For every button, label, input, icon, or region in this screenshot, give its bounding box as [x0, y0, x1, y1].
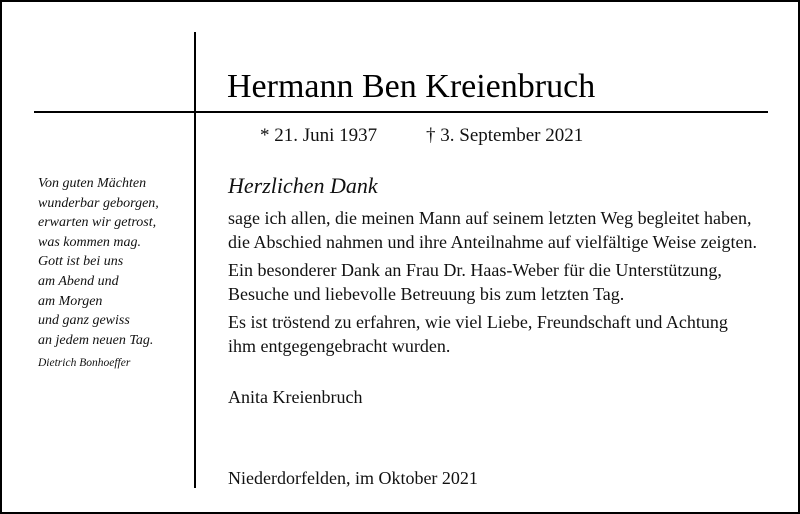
poem-line: Von guten Mächten — [38, 176, 147, 191]
place-date: Niederdorfelden, im Oktober 2021 — [228, 468, 478, 488]
thanks-paragraph — [228, 258, 788, 306]
poem-line: was kommen mag. — [38, 234, 142, 250]
birth-date: * 21. Juni 1937 — [260, 125, 378, 146]
signature: Anita Kreienbruch — [228, 387, 363, 407]
thanks-paragraph — [228, 310, 788, 358]
poem-line: wunderbar geborgen, — [38, 195, 159, 211]
deceased-name: Hermann Ben Kreienbruch — [227, 68, 596, 105]
paragraph-line: die Abschied nahmen und ihre Anteilnahme auf vielfältige Weise zeigten. — [228, 232, 758, 252]
paragraph-line: ihm entgegengebracht wurden. — [228, 336, 451, 356]
paragraph-line: Besuche und liebevolle Betreuung bis zum letzten Tag. — [228, 284, 625, 304]
poem-line: und ganz gewiss — [38, 313, 130, 329]
poem-line: am Morgen — [38, 293, 103, 309]
thanks-heading: Herzlichen Dank — [228, 173, 378, 198]
paragraph-line: Ein besonderer Dank an Frau Dr. Haas-Weber für die Unterstützung, — [228, 260, 722, 280]
poem-line: Gott ist bei uns — [38, 254, 124, 270]
thanks-paragraph — [228, 206, 788, 254]
poem — [38, 174, 188, 350]
paragraph-line: Es ist tröstend zu erfahren, wie viel Liebe, Freundschaft und Achtung — [228, 312, 728, 332]
vertical-divider — [194, 32, 196, 488]
poem-line: an jedem neuen Tag. — [38, 332, 154, 348]
paragraph-line: sage ich allen, die meinen Mann auf seinem letzten Weg begleitet haben, — [228, 208, 752, 228]
poem-line: am Abend und — [38, 273, 119, 289]
horizontal-divider — [34, 111, 768, 113]
poem-line: erwarten wir getrost, — [38, 215, 157, 231]
poem-author: Dietrich Bonhoeffer — [38, 357, 131, 369]
death-date: † 3. September 2021 — [426, 125, 584, 146]
